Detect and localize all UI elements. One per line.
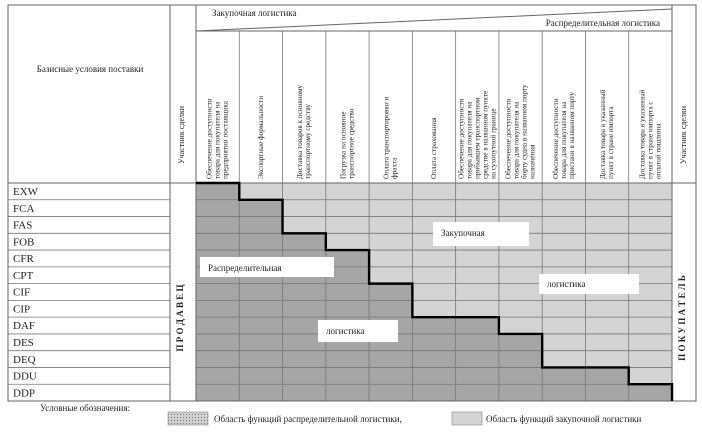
column-header-1: Обеспечение доступности [205, 98, 214, 179]
distribution-label-box [200, 257, 334, 277]
column-header-8: борту судна в названном порту [520, 84, 529, 179]
row-label-fca: FCA [13, 202, 35, 215]
legend-distribution-text: Область функций распределительной логистики, [214, 414, 402, 424]
row-label-daf: DAF [13, 320, 36, 333]
row-label-cfr: CFR [13, 253, 34, 266]
row-label-cif: CIF [13, 286, 31, 299]
legend-procurement-text: Область функций закупочной логистики [486, 414, 642, 424]
column-headers [206, 84, 663, 179]
svg-text:логистика: логистика [547, 279, 586, 289]
legend-swatch-distribution [168, 412, 208, 425]
column-header-5: фрахта [390, 157, 399, 179]
column-header-9: товара для покупателя на [559, 101, 568, 179]
seller-cell-row [196, 183, 239, 200]
procurement-label-box [433, 222, 529, 246]
basic-terms-label: Базисные условия поставки [36, 64, 144, 74]
row-label-exw: EXW [13, 186, 39, 199]
svg-text:Распределительная: Распределительная [208, 263, 282, 273]
seller-cell-row [196, 284, 412, 301]
participant-right-label: Участник сделки [679, 105, 688, 165]
distribution-logistics-label: Распределительная логистика [545, 18, 660, 28]
column-header-10: пункт в стране импорта [607, 106, 616, 179]
column-header-1: товара для покупателя на [213, 101, 222, 179]
column-header-7: средстве в названном пункте [481, 90, 490, 179]
legend-title: Условные обозначения: [40, 403, 131, 413]
seller-side-label: П Р О Д А В Е Ц [175, 284, 185, 352]
row-label-ddu: DDU [13, 370, 37, 383]
column-header-3: транспортному средству [304, 104, 313, 179]
column-header-8: назначения [528, 144, 537, 179]
seller-cell-row [196, 300, 412, 317]
column-header-3: Доставка товаров к основному [296, 84, 305, 179]
column-header-8: товара для покупателя на [512, 101, 521, 179]
column-header-9: пристани в названном порту [567, 91, 576, 179]
svg-text:Закупочная: Закупочная [441, 228, 485, 238]
legend [40, 403, 642, 425]
column-header-8: Обеспечение доступности [504, 98, 513, 179]
row-label-cip: CIP [13, 303, 31, 316]
seller-cell-row [196, 233, 326, 250]
procurement-logistics-label: Закупочная логистика [212, 8, 297, 18]
column-header-1: предприятии поставщика [221, 101, 230, 179]
column-header-11: оплатой пошлины [654, 123, 663, 179]
column-header-7: Обеспечение доступности [457, 98, 466, 179]
column-header-2: Экспортные формальности [256, 95, 265, 179]
column-header-10: Доставка товара в указанный [599, 89, 608, 179]
column-header-11: пункт в стране импорта с [646, 101, 655, 179]
logistics-label-box-seller [318, 320, 398, 342]
row-label-fob: FOB [13, 236, 35, 249]
column-header-4: транспортное средство [347, 108, 356, 179]
logistics-label-box-buyer [539, 274, 639, 294]
buyer-side-label: П О К У П А Т Е Л Ь [677, 275, 687, 361]
row-label-cpt: CPT [13, 269, 34, 282]
row-label-fas: FAS [13, 219, 33, 232]
column-header-11: Доставка товара в указанный [638, 89, 647, 179]
legend-swatch-procurement [452, 412, 482, 425]
seller-cell-row [196, 384, 672, 401]
row-label-deq: DEQ [13, 353, 36, 366]
column-header-7: товара для покупателя на [465, 101, 474, 179]
column-header-6: Оплата страхования [430, 117, 438, 179]
column-header-7: прибывшем транспортном [473, 97, 482, 179]
column-header-5: Оплата транспортировки и [382, 96, 391, 179]
row-label-ddp: DDP [13, 387, 36, 400]
row-label-des: DES [13, 336, 34, 349]
participant-left-label: Участник сделки [177, 105, 186, 165]
column-header-9: Обеспечение доступности [551, 98, 560, 179]
svg-text:логистика: логистика [326, 326, 365, 336]
column-header-4: Погрузка на основное [339, 111, 348, 179]
column-header-7: на сухопутной границе [489, 108, 498, 179]
